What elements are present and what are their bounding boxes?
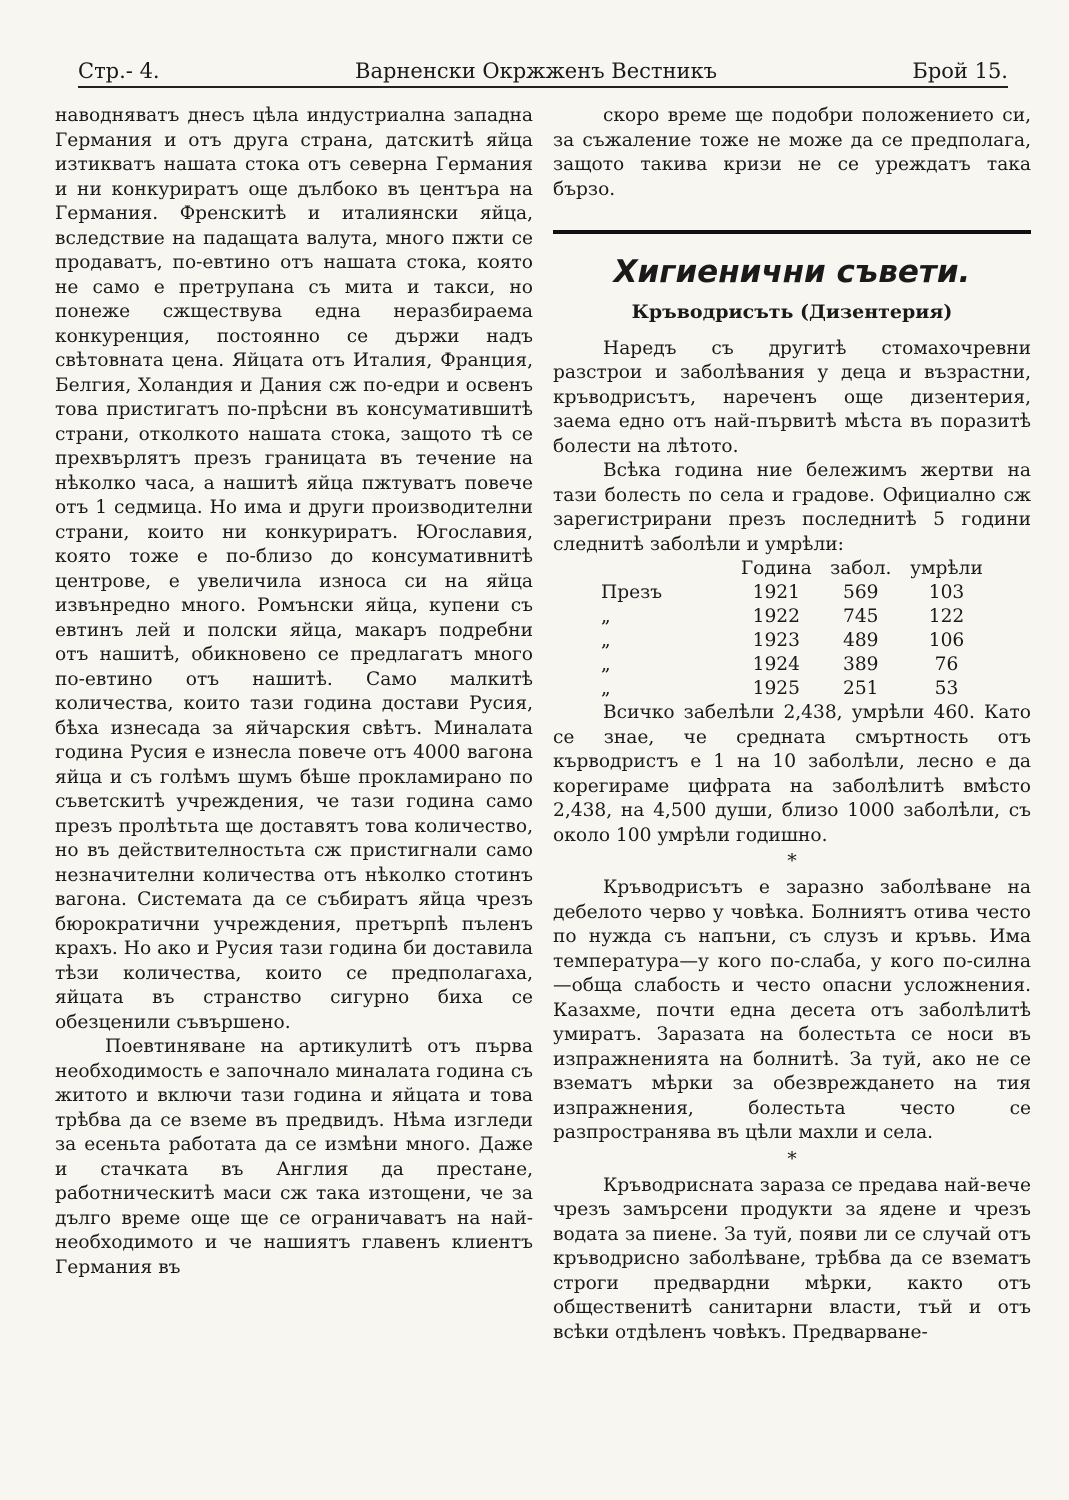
table-cell: 106: [928, 630, 965, 651]
right-column: [553, 104, 1031, 1345]
table-row: [553, 605, 993, 629]
table-cell: 103: [928, 582, 965, 603]
table-cell: „: [601, 678, 611, 699]
table-header-cell: [553, 557, 731, 581]
table-cell: 569: [843, 582, 879, 603]
table-row: [553, 677, 993, 701]
table-cell: 489: [843, 630, 879, 651]
section-divider: [553, 230, 1031, 234]
table-header-cell: Година: [740, 558, 812, 579]
article-paragraph: Кръводрисътъ е заразно заболѣване на дебелото черво у човѣка. Болниятъ отива често по нужда съ напъни, съ слузъ и кръвь. Има температура—у кого по-слаба, у кого по-силна—обща слабость и често опасни усложнения. Казахме, почти една десета отъ заболѣлитѣ умиратъ. Заразата на болестьта се носи въ изпражненията на болнитѣ. За туй, ако не се взематъ мѣрки за обезвреждането на тия изпражнения, болестьта често се разпространява въ цѣли махли и села.: [553, 877, 1031, 1143]
table-cell: 53: [934, 678, 959, 699]
table-header-cell: забол.: [830, 558, 892, 579]
continued-paragraph: скоро време ще подобри положението си, за съжаление тоже не може да се предполага, защото такива кризи не се уреждатъ така бързо.: [553, 105, 1031, 200]
table-cell: 76: [934, 654, 959, 675]
table-cell: 1924: [752, 654, 800, 675]
table-row: [553, 653, 993, 677]
table-cell: „: [601, 654, 611, 675]
page-number: Стр.- 4.: [78, 59, 160, 83]
table-cell: 389: [843, 654, 879, 675]
section-separator-star: *: [787, 851, 797, 872]
table-cell: 1925: [752, 678, 800, 699]
statistics-table: [553, 557, 993, 701]
table-cell: „: [601, 630, 611, 651]
table-cell: „: [601, 606, 611, 627]
article-paragraph: Наредъ съ другитѣ стомахочревни разстрои и заболѣвания у деца и възрастни, кръводрисътъ, нареченъ още дизентерия, заема едно отъ най-първитѣ мѣста въ поразитѣ болести на лѣтото.: [553, 337, 1031, 457]
table-cell: 1923: [752, 630, 800, 651]
table-header-row: [553, 557, 993, 581]
table-cell: 1921: [752, 582, 800, 603]
table-row: [553, 629, 993, 653]
left-column: [55, 104, 533, 1280]
article-paragraph: Всѣка година ние бележимъ жертви на тази болесть по села и градове. Официално сж зарегистрирани презъ последнитѣ 5 години следнитѣ заболѣли и умрѣли:: [553, 460, 1031, 555]
article-paragraph: Кръводрисната зараза се предава най-вече чрезъ замърсени продукти за ядене и чрезъ водата за пиене. За туй, появи ли се случай отъ кръводрисно заболѣване, трѣбва да се взематъ строги предвардни мѣрки, както отъ общественитѣ санитарни власти, тъй и отъ всѣки отдѣленъ човѣкъ. Предварване-: [553, 1174, 1031, 1343]
section-separator-star: *: [787, 1148, 797, 1170]
section-title: Хигиенични съвети.: [613, 254, 971, 290]
table-cell: 251: [843, 678, 879, 699]
table-cell: Презъ: [601, 582, 663, 603]
table-cell: 745: [843, 606, 879, 627]
table-cell: 122: [928, 606, 965, 627]
issue-number: Брой 15.: [912, 59, 1008, 83]
left-paragraph: наводняватъ днесъ цѣла индустриална западна Германия и отъ друга страна, датскитѣ яйца изтикватъ нашата стока отъ северна Германия и ни конкуриратъ още дълбоко въ центъра на Германия. Френскитѣ и италиянски яйца, вследствие на падащата валута, много пжти се продаватъ, по-евтино отъ нашата стока, която не само е претрупана съ мита и такси, но понеже сжществува една неразбираема конкуренция, постоянно се държи надъ свѣтовната цена. Яйцата отъ Италия, Франция, Белгия, Холандия и Дания сж по-едри и освенъ това пристигатъ по-прѣсни въ консуматившитѣ страни, отколкото нашата стока, защото тѣ се прехвърлятъ презъ границата въ течение на нѣколко часа, а нашитѣ яйца пжтуватъ повече отъ 1 седмица. Но има и други производителни страни, които ни конкуриратъ. Югославия, която тоже е по-близо до консумативнитѣ центрове, е увеличила износа си на яйца извънредно много. Ромънски яйца, купени съ евтинъ лей и полски яйца, макаръ подребни отъ нашитѣ, обикновено се предлагатъ много по-евтино отъ нашитѣ. Само малкитѣ количества, които тази година достави Русия, бѣха изнесада за яйчарския свѣтъ. Миналата година Русия е изнесла повече отъ 4000 вагона яйца и съ голѣмъ шумъ бѣше прокламирано по съветскитѣ учреждения, че тази година само презъ пролѣтьта ще доставятъ това количество, но въ действителностьта сж пристигнали само незначителни количества отъ нѣколко стотинъ вагона. Системата да се събиратъ яйца чрезъ бюрократични учреждения, претърпѣ пъленъ крахъ. Но ако и Русия тази година би доставила тѣзи количества, които се предполагаха, яйцата въ странство сигурно биха се обезценили съвършено.: [55, 105, 533, 1033]
article-paragraph: Всичко забелѣли 2,438, умрѣли 460. Като се знае, че средната смъртность отъ кърводристъ е 1 на 10 заболѣли, лесно е да корегираме цифрата на заболѣлитѣ вмѣсто 2,438, на 4,500 души, близо 1000 заболѣли, съ около 100 умрѣли годишно.: [553, 702, 1031, 846]
newspaper-title: Варненски Окржженъ Вестникъ: [355, 59, 717, 83]
left-paragraph: Поевтиняване на артикулитѣ отъ първа необходимость е започнало миналата година съ житото и включи тази година и яйцата и това трѣбва да се вземе въ предвидъ. Нѣма изгледи за есеньта работата да се измѣни много. Даже и стачката въ Англия да престане, работническитѣ маси сж така изтощени, че за дълго време още ще се ограничаватъ на най-необходимото и че нашиятъ главенъ клиентъ Германия въ: [55, 1036, 533, 1278]
article-subtitle: Кръводрисъть (Дизентерия): [631, 301, 953, 323]
table-cell: 1922: [752, 606, 800, 627]
page-header: [78, 52, 1008, 88]
table-row: [553, 581, 993, 605]
table-header-cell: умрѣли: [910, 558, 983, 579]
